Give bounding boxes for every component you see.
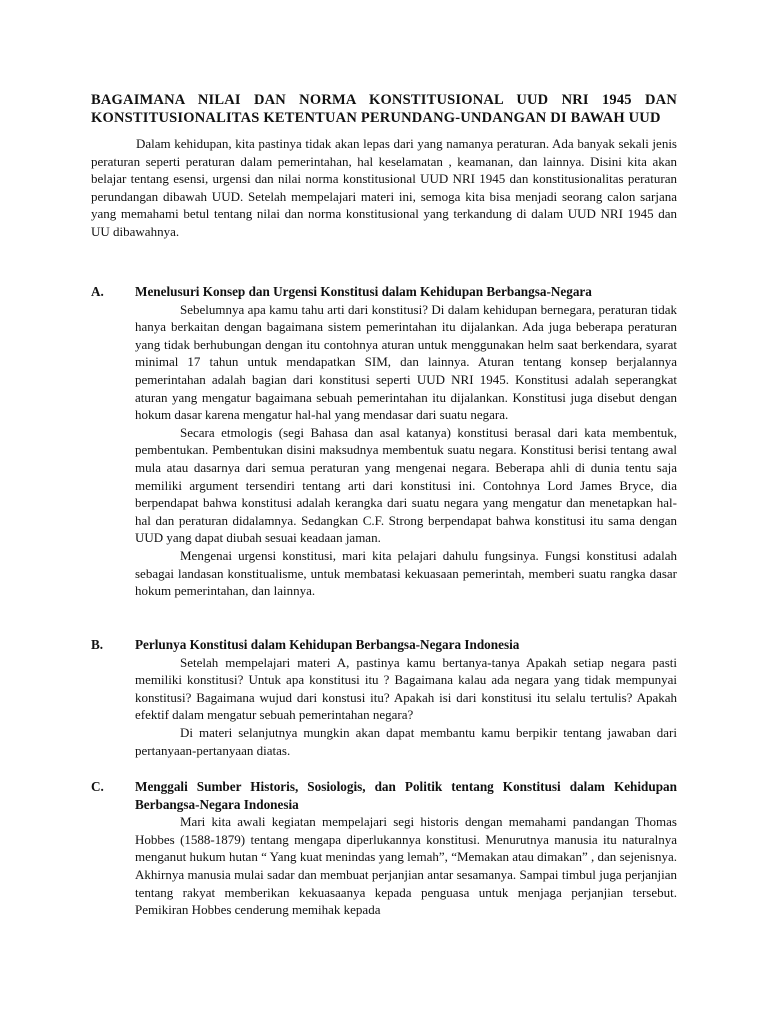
paragraph: Di materi selanjutnya mungkin akan dapat membantu kamu berpikir tentang jawaban dari pertanyaan-pertanyaan diatas.	[135, 724, 677, 758]
section-title: Menggali Sumber Historis, Sosiologis, dan Politik tentang Konstitusi dalam Kehidupan Berbangsa-Negara Indonesia	[135, 779, 677, 812]
section-c	[91, 778, 677, 919]
section-a	[91, 283, 677, 600]
section-body	[135, 813, 677, 919]
section-title: Menelusuri Konsep dan Urgensi Konstitusi dalam Kehidupan Berbangsa-Negara	[135, 284, 592, 299]
intro-paragraph: Dalam kehidupan, kita pastinya tidak akan lepas dari yang namanya peraturan. Ada banyak sekali jenis peraturan seperti peraturan dalam pemerintahan, hal keselamatan , keamanan, dan lainnya. Disini kita akan belajar tentang esensi, urgensi dan nilai norma konstitusional UUD NRI 1945 dan konstitusionalitas peraturan perundangan dibawah UUD. Setelah mempelajari materi ini, semoga kita bisa menjadi seorang calon sarjana yang memahami betul tentang nilai dan norma konstitusional yang terkandung di dalam UUD NRI 1945 dan UU dibawahnya.	[91, 136, 677, 239]
paragraph: Mengenai urgensi konstitusi, mari kita pelajari dahulu fungsinya. Fungsi konstitusi adalah sebagai landasan konstitualisme, untuk membatasi kekuasaan pemerintah, memberi suatu rangka dasar hokum pemerintahan, dan lainnya.	[135, 547, 677, 599]
section-heading	[91, 283, 677, 301]
section-letter: C.	[91, 779, 104, 794]
paragraph: Secara etmologis (segi Bahasa dan asal katanya) konstitusi berasal dari kata membentuk, pembentukan. Pembentukan disini maksudnya membentuk suatu negara. Konstitusi berisi tentang awal mula atau dasarnya dari semua peraturan yang mengenai negara. Beberapa ahli di dunia tentu saja memiliki argument tersendiri tentang arti dari konstitusi ini. Contohnya Lord James Bryce, dia berpendapat bahwa konstitusi adalah kerangka dari suatu negara yang mengatur dan menetapkan hal-hal dan peraturan didalamnya. Sedangkan C.F. Strong berpendapat bahwa konstitusi itu sama dengan UUD yang dapat diubah sesuai keadaan jaman.	[135, 424, 677, 546]
document-title: BAGAIMANA NILAI DAN NORMA KONSTITUSIONAL UUD NRI 1945 DAN KONSTITUSIONALITAS KETENTUAN PERUNDANG-UNDANGAN DI BAWAH UUD	[91, 92, 677, 126]
paragraph: Mari kita awali kegiatan mempelajari segi historis dengan memahami pandangan Thomas Hobbes (1588-1879) tentang mengapa diperlukannya konstitusi. Menurutnya manusia itu naturalnya menganut hukum hutan “ Yang kuat menindas yang lemah”, “Memakan atau dimakan” , dan sejenisnya. Akhirnya manusia mulai sadar dan membuat perjanjian antar sesamanya. Sampai timbul juga perjanjian tentang rakyat memberikan kekuasaanya kepada penguasa untuk menjaga perjanjian tersebut. Pemikiran Hobbes cenderung memihak kepada	[135, 814, 677, 918]
section-body	[135, 654, 677, 760]
section-title: Perlunya Konstitusi dalam Kehidupan Berbangsa-Negara Indonesia	[135, 637, 520, 652]
section-b	[91, 636, 677, 759]
section-letter: B.	[91, 637, 104, 652]
section-body	[135, 301, 677, 600]
section-heading	[91, 778, 677, 813]
paragraph: Sebelumnya apa kamu tahu arti dari konstitusi? Di dalam kehidupan bernegara, peraturan tidak hanya berkaitan dengan bagaimana sistem pemerintahan itu dijalankan. Ada juga beberapa peraturan yang tidak berhubungan dengan itu contohnya aturan untuk menggunakan helm saat berkendara, syarat minimal 17 tahun untuk mendapatkan SIM, dan lainnya. Aturan tentang konsep berjalannya pemerintahan adalah bagian dari konstitusi seperti UUD NRI 1945. Konstitusi adalah seperangkat aturan yang mengatur bagaimana sebuah pemerintahan itu dijalankan. Konstitusi juga disebut dengan hokum dasar karena mengatur hal-hal yang mendasar dari suatu negara.	[135, 301, 677, 423]
paragraph: Setelah mempelajari materi A, pastinya kamu bertanya-tanya Apakah setiap negara pasti memiliki konstitusi? Untuk apa konstitusi itu ? Bagaimana kalau ada negara yang tidak mempunyai konstitusi? Bagaimana wujud dari konstusi itu? Apakah isi dari konstitusi itu selalu tertulis? Apakah efektif dalam mengatur sebuah pemerintahan negara?	[135, 654, 677, 723]
section-letter: A.	[91, 284, 104, 299]
section-heading	[91, 636, 677, 654]
